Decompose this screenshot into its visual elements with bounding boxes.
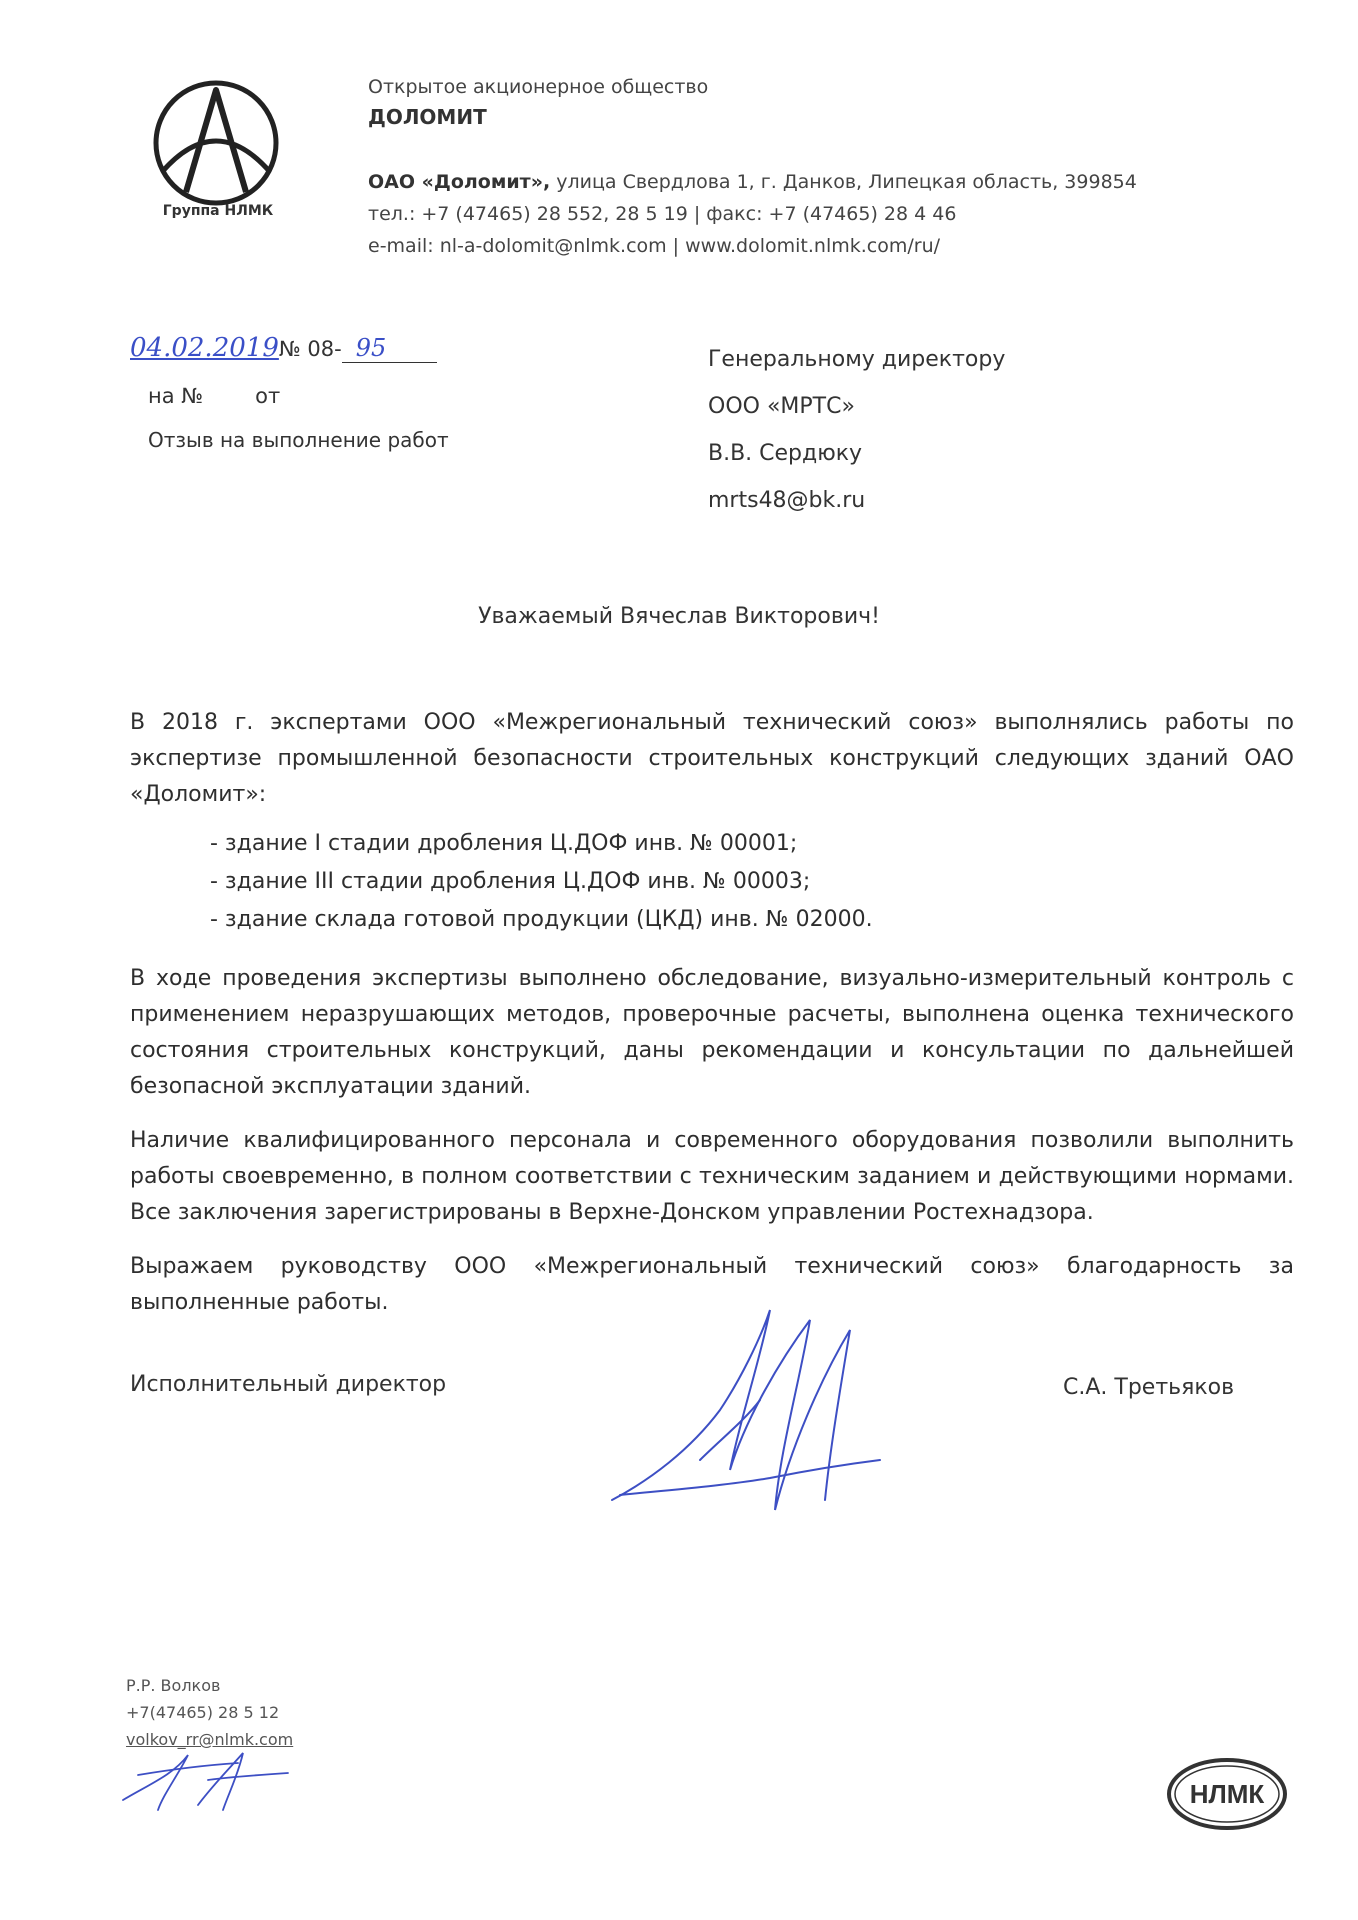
paragraph-2: В ходе проведения экспертизы выполнено обследование, визуально-измерительный контроль с применением неразрушающих методов, проверочные расчеты, выполнена оценка технического состояния строительных конструкций, даны рекомендации и консультации по дальнейшей безопасной эксплуатации зданий. (130, 966, 1294, 1099)
signatory-position: Исполнительный директор (130, 1372, 447, 1397)
company-phones: тел.: +7 (47465) 28 552, 28 5 19 | факс: +7 (47465) 28 4 46 (368, 203, 957, 225)
company-logo (148, 80, 284, 220)
registration-line (130, 333, 437, 363)
company-web: e-mail: nl-a-dolomit@nlmk.com | www.dolomit.nlmk.com/ru/ (368, 235, 941, 257)
small-signature-icon (118, 1745, 298, 1815)
paragraph-4: Выражаем руководству ООО «Межрегиональный технический союз» благодарность за выполненные работы. (130, 1254, 1294, 1315)
recipient-position: Генеральному директору (708, 347, 1006, 372)
registration-number: 95 (355, 334, 387, 362)
logo-caption: Группа НЛМК (162, 203, 274, 219)
nlmk-group-circle-logo-icon (148, 80, 284, 210)
buildings-list (130, 825, 1294, 939)
reply-from-label: от (255, 384, 281, 408)
company-header (368, 72, 708, 132)
recipient-email: mrts48@bk.ru (708, 488, 866, 513)
list-item: - здание III стадии дробления Ц.ДОФ инв. № 00003; (210, 869, 811, 894)
registration-number-prefix: № 08- (278, 337, 342, 361)
company-address (368, 166, 1137, 198)
paragraph-1: В 2018 г. экспертами ООО «Межрегиональный технический союз» выполнялись работы по экспертизе промышленной безопасности строительных конструкций следующих зданий ОАО «Доломит»: (130, 710, 1294, 807)
recipient-organization: ООО «МРТС» (708, 394, 855, 419)
list-item: - здание I стадии дробления Ц.ДОФ инв. № 00001; (210, 831, 798, 856)
reply-to-label: на № (148, 384, 204, 408)
paragraph-3: Наличие квалифицированного персонала и современного оборудования позволили выполнить работы своевременно, в полном соответствии с техническим заданием и действующими нормами. Все заключения зарегистрированы в Верхне-Донском управлении Ростехнадзора. (130, 1128, 1294, 1225)
executor-email: volkov_rr@nlmk.com (126, 1730, 294, 1749)
company-name: ДОЛОМИТ (368, 105, 487, 129)
signatory-name: С.А. Третьяков (1063, 1375, 1235, 1400)
recipient-block (708, 336, 1005, 524)
recipient-name: В.В. Сердюку (708, 441, 863, 466)
letter-body (130, 705, 1294, 1339)
executor-name: Р.Р. Волков (126, 1676, 221, 1695)
reply-to-line (148, 384, 280, 408)
nlmk-oval-logo-icon (1165, 1756, 1289, 1832)
registration-date: 04.02.2019 (130, 333, 279, 363)
executor-block (126, 1672, 293, 1753)
letter-subject: Отзыв на выполнение работ (148, 428, 449, 452)
nlmk-footer-logo (1165, 1756, 1289, 1832)
nlmk-logo-text: НЛМК (1189, 1779, 1265, 1809)
handwritten-signature-icon (610, 1300, 890, 1530)
company-address-rest: улица Свердлова 1, г. Данков, Липецкая область, 399854 (550, 171, 1137, 193)
list-item: - здание склада готовой продукции (ЦКД) инв. № 02000. (210, 907, 873, 932)
company-type: Открытое акционерное общество (368, 76, 709, 98)
executor-phone: +7(47465) 28 5 12 (126, 1703, 280, 1722)
registration-number-underline (342, 334, 437, 363)
company-address-bold: ОАО «Доломит», (368, 171, 551, 193)
salutation: Уважаемый Вячеслав Викторович! (478, 604, 880, 629)
company-contacts (368, 166, 1137, 262)
